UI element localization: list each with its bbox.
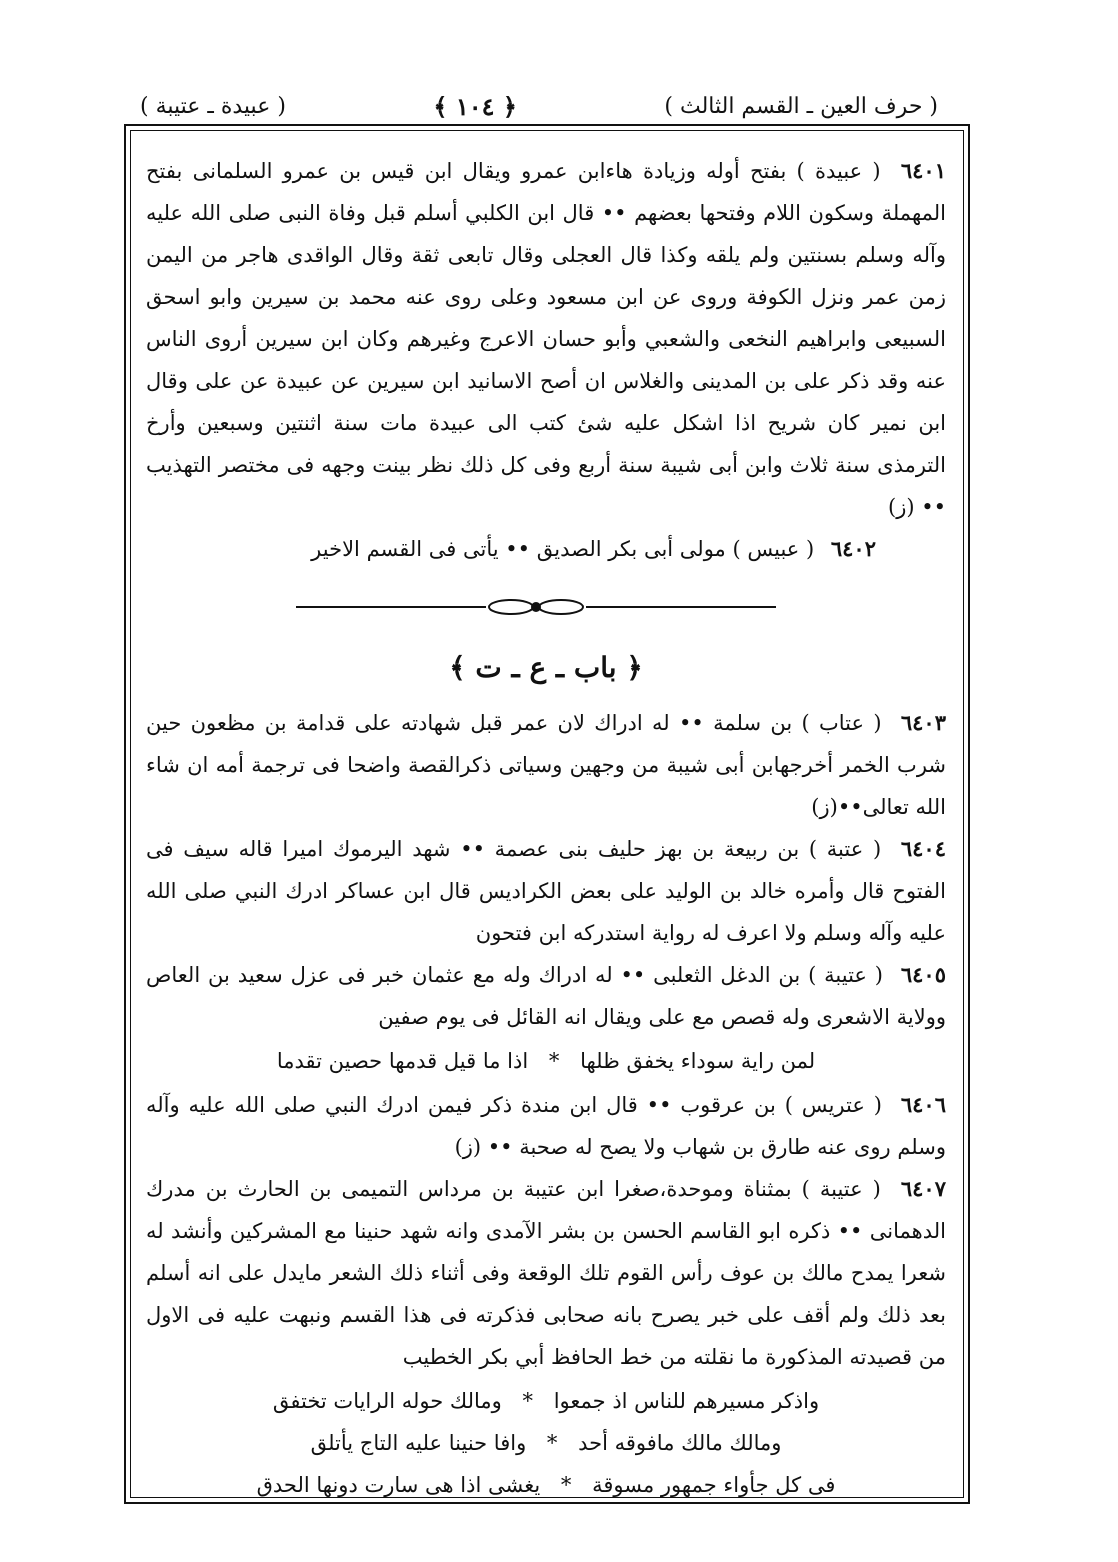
entry-number: ٦٤٠٥: [900, 962, 946, 987]
entry-6402: [146, 528, 946, 570]
entry-6403: [146, 702, 946, 828]
poem-verse: [146, 1042, 946, 1080]
entry-text: ( عتيبة ) بمثناة وموحدة،صغرا ابن عتيبة بن مرداس التميمى بن الحارث بن مدرك الدهمانى •• ذكره ابو القاسم الحسن بن بشر الآمدى وانه شهد حنينا مع المشركين وأنشد له شعرا يمدح مالك بن عوف رأس القوم تلك الوقعة وفى أثناء ذلك الشعر مايدل على انه أسلم بعد ذلك ولم أقف على خبر يصرح بانه صحابى فذكرته فى هذا القسم ونبهت عليه فى الاول من قصيدته المذكورة ما نقلته من خط الحافظ أبي بكر الخطيب: [146, 1177, 946, 1369]
verse-separator: *: [560, 1473, 572, 1497]
header-section-title: ( حرف العين ـ القسم الثالث ): [664, 93, 938, 119]
entry-6406: [146, 1084, 946, 1168]
entry-number: ٦٤٠٧: [900, 1176, 946, 1201]
chapter-heading: ﴿ باب ـ ع ـ ت ﴾: [449, 651, 643, 684]
entry-text: ( عتبة ) بن ربيعة بن بهز حليف بنى عصمة •• شهد اليرموك اميرا قاله سيف فى الفتوح قال وأمره خالد بن الوليد على بعض الكراديس قال ابن عساكر ادرك النبي صلى الله عليه وآله وسلم ولا اعرف له رواية استدركه ابن فتحون: [146, 837, 946, 945]
entry-text: ( عبيس ) مولى أبى بكر الصديق •• يأتى فى القسم الاخير: [311, 537, 815, 561]
entry-6404: [146, 828, 946, 954]
page-number: ﴿ ١٠٤ ﴾: [433, 91, 517, 121]
verse-separator: *: [522, 1389, 534, 1413]
verse-second-hemistich: وافا حنينا عليه التاج يأتلق: [310, 1431, 527, 1455]
poem-verse: [146, 1424, 946, 1462]
entry-6401: [146, 150, 946, 528]
verse-second-hemistich: ومالك حوله الرايات تختفق: [272, 1389, 502, 1413]
entry-number: ٦٤٠٣: [900, 710, 946, 735]
page-content: [146, 150, 946, 1497]
verse-first-hemistich: ومالك مالك مافوقه أحد: [578, 1431, 782, 1455]
entry-6405: [146, 954, 946, 1038]
entry-6407: [146, 1168, 946, 1378]
header-entry-range: ( عبيدة ـ عتيبة ): [140, 93, 286, 119]
verse-second-hemistich: يغشى اذا هى سارت دونها الحدق: [256, 1473, 541, 1497]
poem-verse: [146, 1382, 946, 1420]
ornamental-divider: [146, 592, 946, 622]
verse-first-hemistich: واذكر مسيرهم للناس اذ جمعوا: [553, 1389, 820, 1413]
verse-first-hemistich: لمن راية سوداء يخفق ظلها: [580, 1049, 816, 1073]
verse-second-hemistich: اذا ما قيل قدمها حصين تقدما: [276, 1049, 529, 1073]
verse-separator: *: [546, 1431, 558, 1455]
entry-text: ( عتريس ) بن عرقوب •• قال ابن مندة ذكر فيمن ادرك النبي صلى الله عليه وآله وسلم روى عنه طارق بن شهاب ولا يصح له صحبة •• (ز): [146, 1093, 946, 1159]
entry-number: ٦٤٠٢: [830, 536, 876, 561]
verse-first-hemistich: فى كل جأواء جمهور مسوقة: [592, 1473, 836, 1497]
entry-text: ( عتيبة ) بن الدغل الثعلبى •• له ادراك وله مع عثمان خبر فى عزل سعيد بن العاص وولاية الاشعرى وله قصص مع على ويقال انه القائل فى يوم صفين: [146, 963, 946, 1029]
entry-number: ٦٤٠٦: [900, 1092, 946, 1117]
entry-text: ( عبيدة ) بفتح أوله وزيادة هاءابن عمرو ويقال ابن قيس بن عمرو السلمانى بفتح المهملة وسكون اللام وفتحها بعضهم •• قال ابن الكلبي أسلم قبل وفاة النبى صلى الله عليه وآله وسلم بسنتين ولم يلقه وكذا قال العجلى وقال تابعى ثقة وقال الواقدى هاجر من اليمن زمن عمر ونزل الكوفة وروى عن ابن مسعود وعلى روى عنه محمد بن سيرين وابو اسحق السبيعى وابراهيم النخعى والشعبي وأبو حسان الاعرج وغيرهم وكان ابن سيرين أروى الناس عنه وقد ذكر على بن المدينى والغلاس ان أصح الاسانيد ابن سيرين عن عبيدة عن على وقال ابن نمير كان شريح اذا اشكل عليه شئ كتب الى عبيدة مات سنة اثنتين وسبعين وأرخ الترمذى سنة ثلاث وابن أبى شيبة سنة أربع وفى كل ذلك نظر بينت وجهه فى مختصر التهذيب •• (ز): [146, 159, 946, 519]
divider-ornament-icon: [296, 592, 776, 622]
poem-verse: [146, 1466, 946, 1504]
verse-separator: *: [548, 1049, 560, 1073]
entry-text: ( عتاب ) بن سلمة •• له ادراك لان عمر قبل شهادته على قدامة بن مظعون حين شرب الخمر أخرجهابن أبى شيبة من وجهين وسياتى ذكرالقصة واضحا فى ترجمة أمه ان شاء الله تعالى••(ز): [146, 711, 946, 819]
entry-number: ٦٤٠١: [900, 158, 946, 183]
entry-number: ٦٤٠٤: [900, 836, 946, 861]
page-header: [140, 86, 938, 126]
